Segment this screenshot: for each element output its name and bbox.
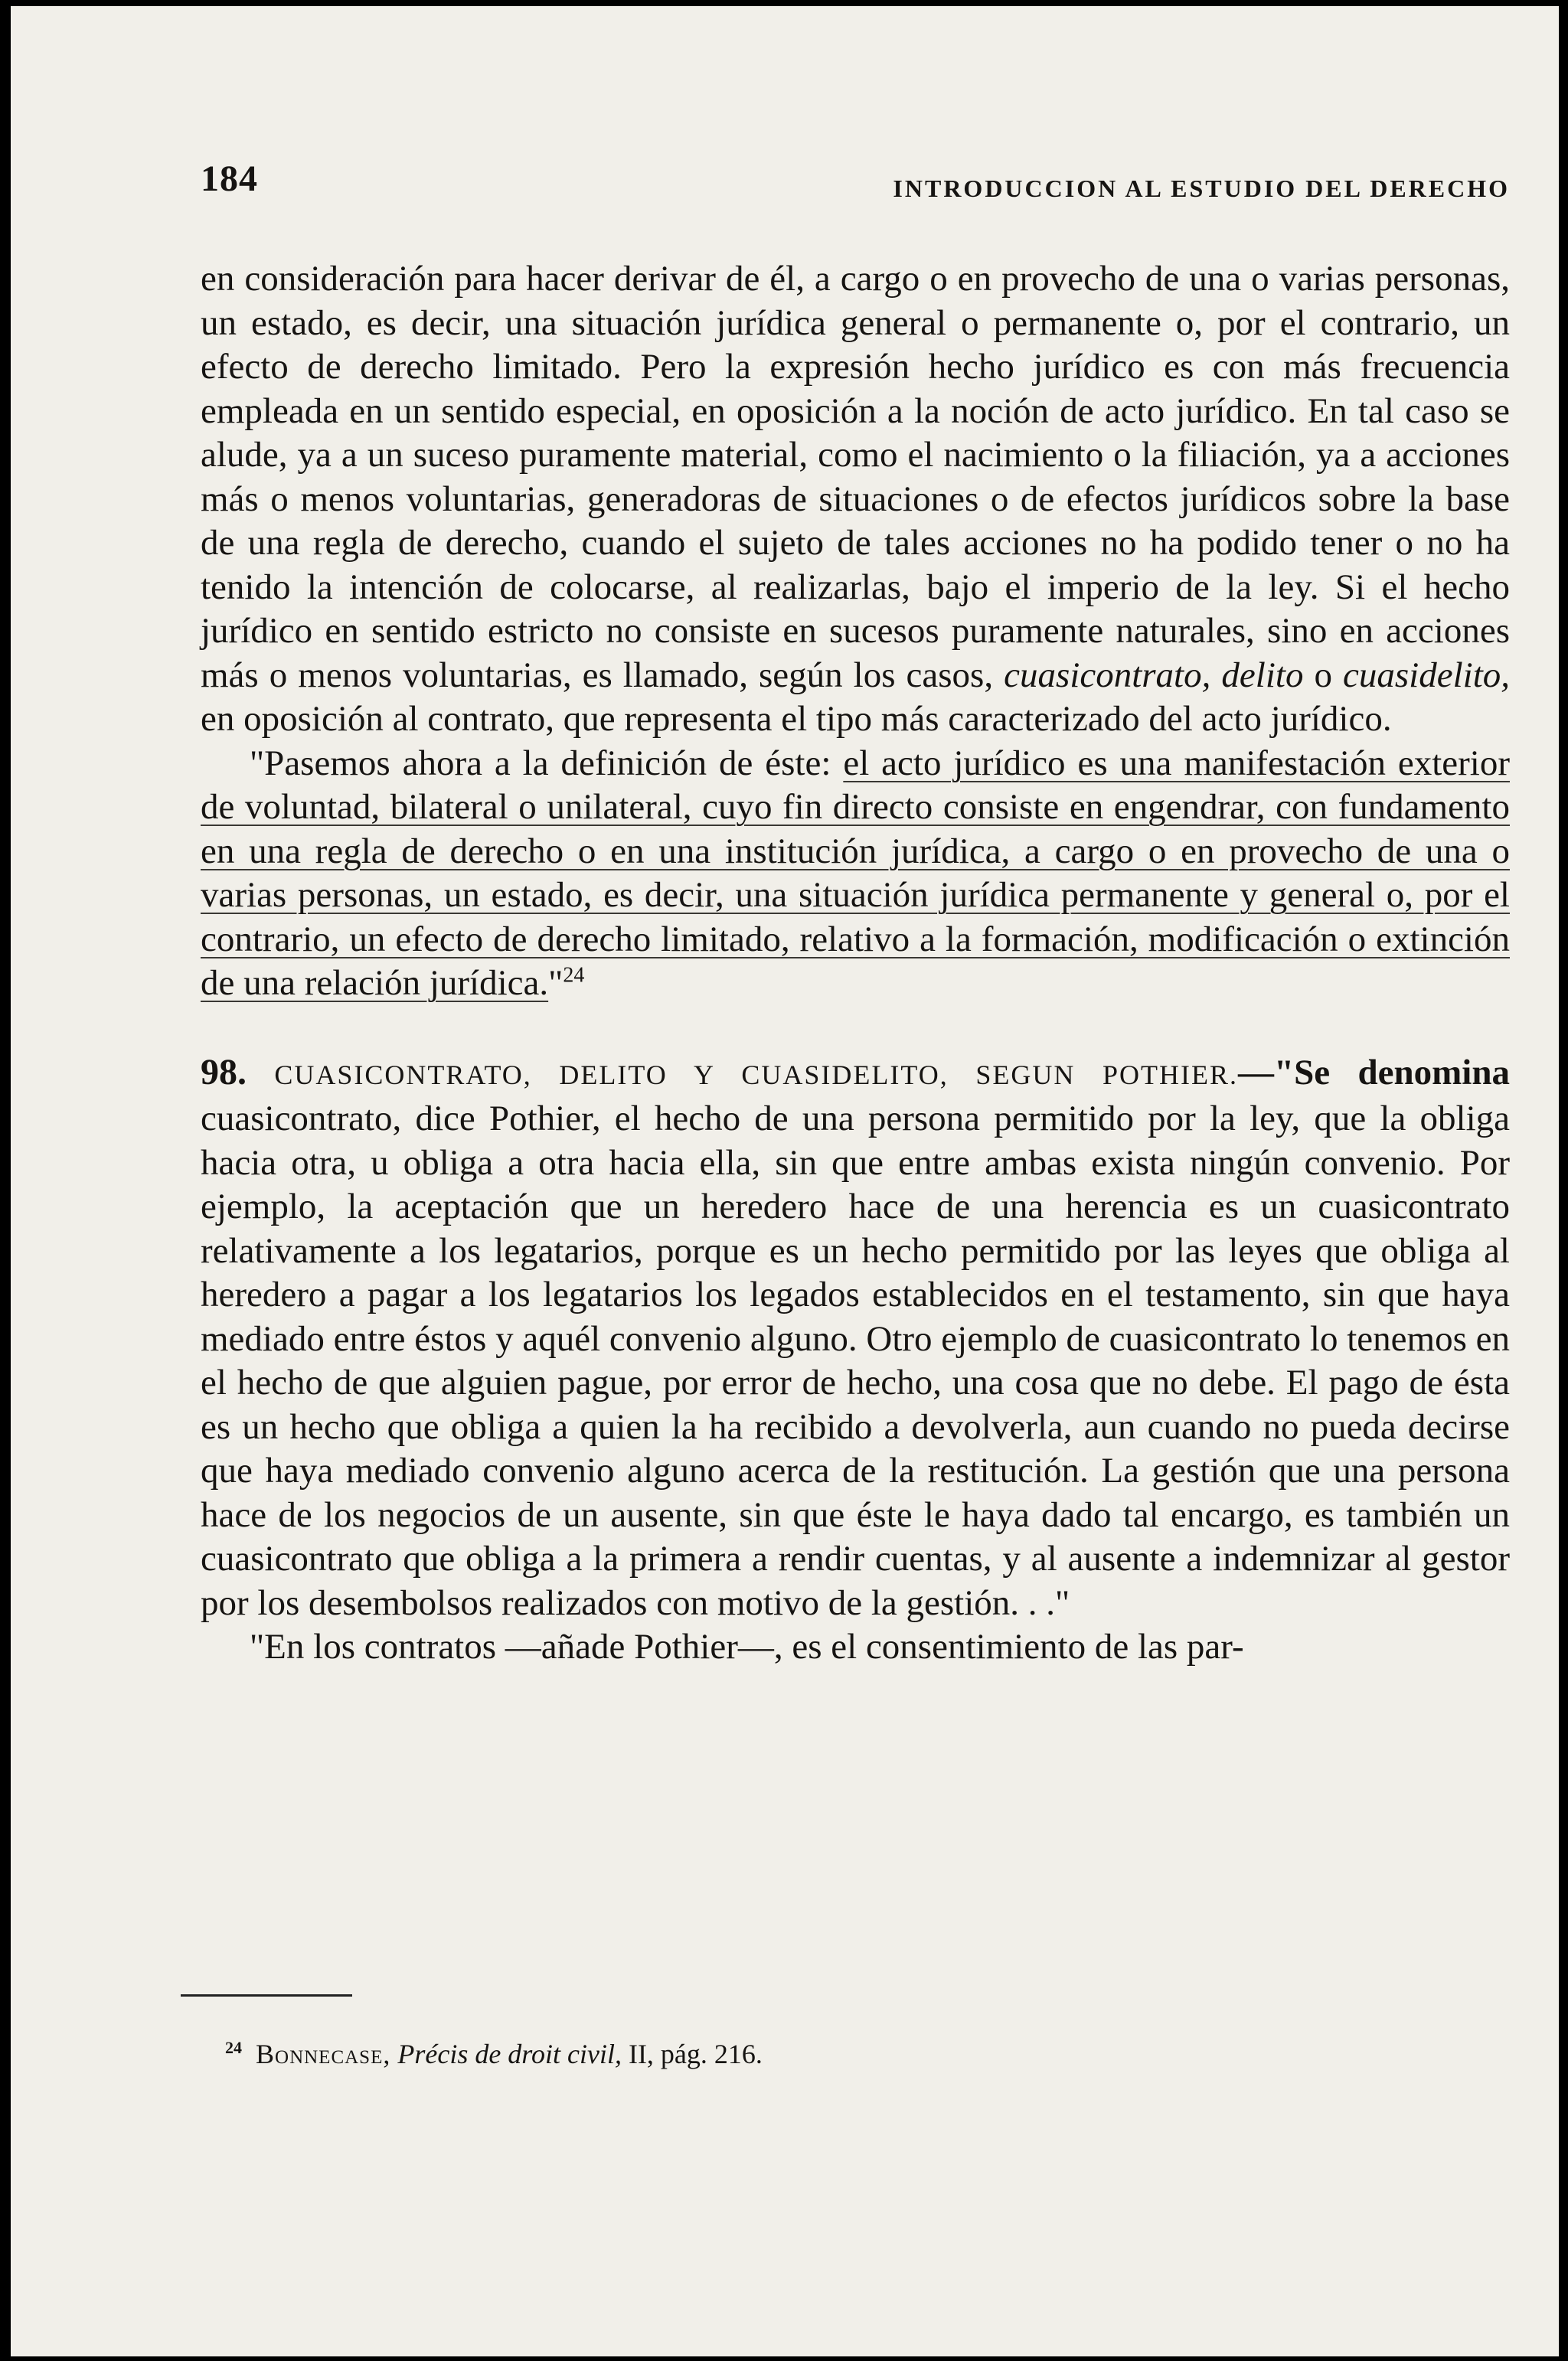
term-cuasicontrato: cuasicontrato,	[1004, 655, 1211, 695]
paragraph-continues	[201, 1625, 1510, 1670]
running-head: INTRODUCCION AL ESTUDIO DEL DERECHO	[893, 175, 1510, 202]
section-lead: —"Se denomina	[1238, 1052, 1510, 1092]
paragraph-continuation	[201, 257, 1510, 742]
footnote-title: Précis de droit civil,	[397, 2039, 622, 2069]
section-title: CUASICONTRATO, DELITO Y CUASIDELITO, SEGUN POTHIER.	[274, 1059, 1238, 1090]
underlined-definition: el acto jurídico es una manifestación exterior de voluntad, bilateral o unilateral, cuyo fin directo consiste en engendrar, con fundamento en una regla de derecho o en una institución jurídica, a cargo o en provecho de una o varias personas, un estado, es decir, una situación jurídica permanente y general o, por el contrario, un efecto de derecho limitado, relativo a la formación, modificación o extinción de una relación jurídica.	[201, 743, 1511, 1003]
paragraph-text: en oposición al contrato, que representa el tipo más caracterizado del acto jurídico.	[201, 699, 1392, 739]
term-cuasidelito: cuasidelito,	[1343, 655, 1511, 695]
paragraph-text	[1210, 655, 1221, 695]
footnote-details: II, pág. 216.	[621, 2039, 763, 2069]
footnote-divider	[181, 1994, 352, 1997]
footnote-24	[225, 2032, 1450, 2070]
paragraph-text: "Pasemos ahora a la definición de éste:	[250, 743, 844, 783]
footnote-mark: 24	[225, 2038, 242, 2057]
scan-border-left	[0, 0, 11, 2361]
scan-border-right	[1559, 0, 1568, 2361]
page-number: 184	[201, 158, 258, 199]
section-number: 98.	[201, 1051, 247, 1092]
paragraph-text: o	[1303, 655, 1344, 695]
scan-border-top	[0, 0, 1568, 6]
page-header	[201, 158, 1510, 219]
scan-border-bottom	[0, 2356, 1568, 2361]
page-body	[201, 257, 1510, 1670]
footnote-author: Bonnecase,	[256, 2039, 391, 2069]
section-98	[201, 1050, 1510, 1626]
paragraph-text: en consideración para hacer derivar de él, a cargo o en provecho de una o varias personas, un estado, es decir, una situación jurídica general o permanente o, por el contrario, un efecto de derecho limitado. Pero la expresión hecho jurídico es con más frecuencia empleada en un sentido especial, en oposición a la noción de acto jurídico. En tal caso se alude, ya a un suceso puramente material, como el nacimiento o la filiación, ya a acciones más o menos voluntarias, generadoras de situaciones o de efectos jurídicos sobre la base de una regla de derecho, cuando el sujeto de tales acciones no ha podido tener o no ha tenido la intención de colocarse, al realizarlas, bajo el imperio de la ley. Si el hecho jurídico en sentido estricto no consiste en sucesos puramente naturales, sino en acciones más o menos voluntarias, es llamado, según los casos,	[201, 259, 1510, 695]
paragraph-definition	[201, 742, 1510, 1006]
term-delito: delito	[1221, 655, 1304, 695]
closing-quote: "	[548, 963, 564, 1003]
section-text: cuasicontrato, dice Pothier, el hecho de una persona permitido por la ley, que la obliga hacia otra, u obliga a otra hacia ella, sin que entre ambas exista ningún convenio. Por ejemplo, la aceptación que un heredero hace de una herencia es un cuasicontrato relativamente a los legatarios, porque es un hecho permitido por las leyes que obliga al heredero a pagar a los legatarios los legados establecidos en el testamento, sin que haya mediado entre éstos y aquél convenio alguno. Otro ejemplo de cuasicontrato lo tenemos en el hecho de que alguien pague, por error de hecho, una cosa que no debe. El pago de ésta es un hecho que obliga a quien la ha recibido a devolverla, aun cuando no pueda decirse que haya mediado convenio alguno acerca de la restitución. La gestión que una persona hace de los negocios de un ausente, sin que éste le haya dado tal encargo, es también un cuasicontrato que obliga a la primera a rendir cuentas, y al ausente a indemnizar al gestor por los desembolsos realizados con motivo de la gestión. . ."	[201, 1099, 1510, 1623]
paragraph-text: "En los contratos —añade Pothier—, es el consentimiento de las par-	[250, 1627, 1244, 1667]
footnote-reference: 24	[563, 963, 585, 988]
